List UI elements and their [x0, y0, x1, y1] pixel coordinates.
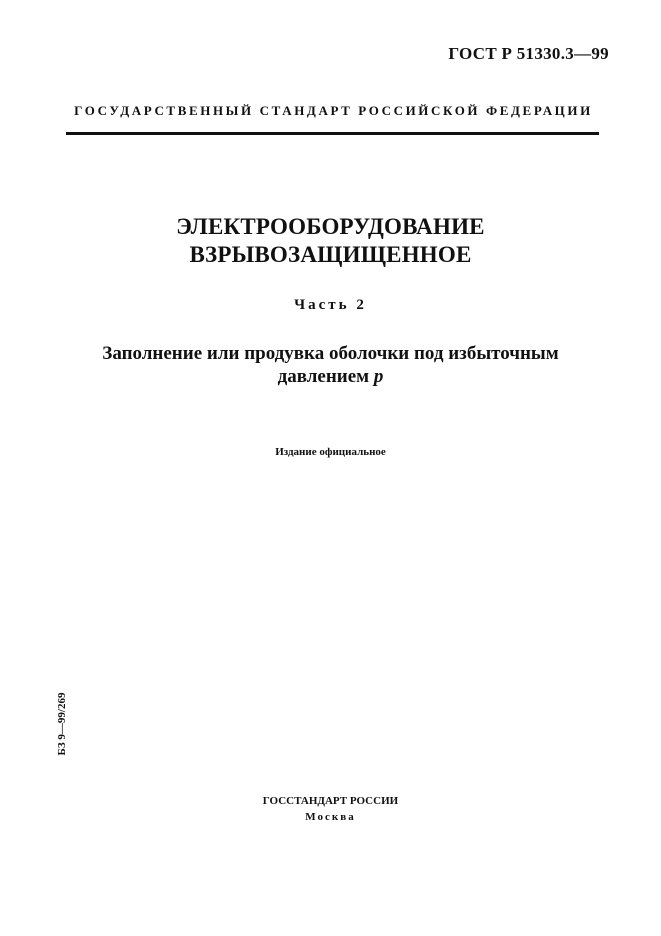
state-standard-header: ГОСУДАРСТВЕННЫЙ СТАНДАРТ РОССИЙСКОЙ ФЕДЕРАЦИИ	[74, 103, 593, 118]
subtitle-line-2-text: давлением	[277, 366, 370, 387]
subtitle-line-2	[0, 365, 661, 388]
publisher-name: ГОССТАНДАРТ РОССИИ	[262, 795, 399, 807]
main-title	[0, 213, 661, 269]
header-divider	[66, 132, 599, 135]
pressure-symbol: p	[373, 366, 384, 387]
main-title-line-2: ВЗРЫВОЗАЩИЩЕННОЕ	[189, 242, 472, 267]
part-label: Часть 2	[294, 297, 367, 313]
publisher	[0, 793, 661, 825]
side-catalog-code: БЗ 9—99/269	[56, 692, 68, 756]
subtitle-line-1: Заполнение или продувка оболочки под избыточным	[102, 343, 559, 364]
publisher-city: Москва	[305, 811, 356, 823]
main-title-line-1: ЭЛЕКТРООБОРУДОВАНИЕ	[176, 214, 485, 239]
subtitle	[0, 342, 661, 388]
document-number: ГОСТ Р 51330.3—99	[448, 44, 609, 63]
edition-note: Издание официальное	[275, 446, 386, 458]
